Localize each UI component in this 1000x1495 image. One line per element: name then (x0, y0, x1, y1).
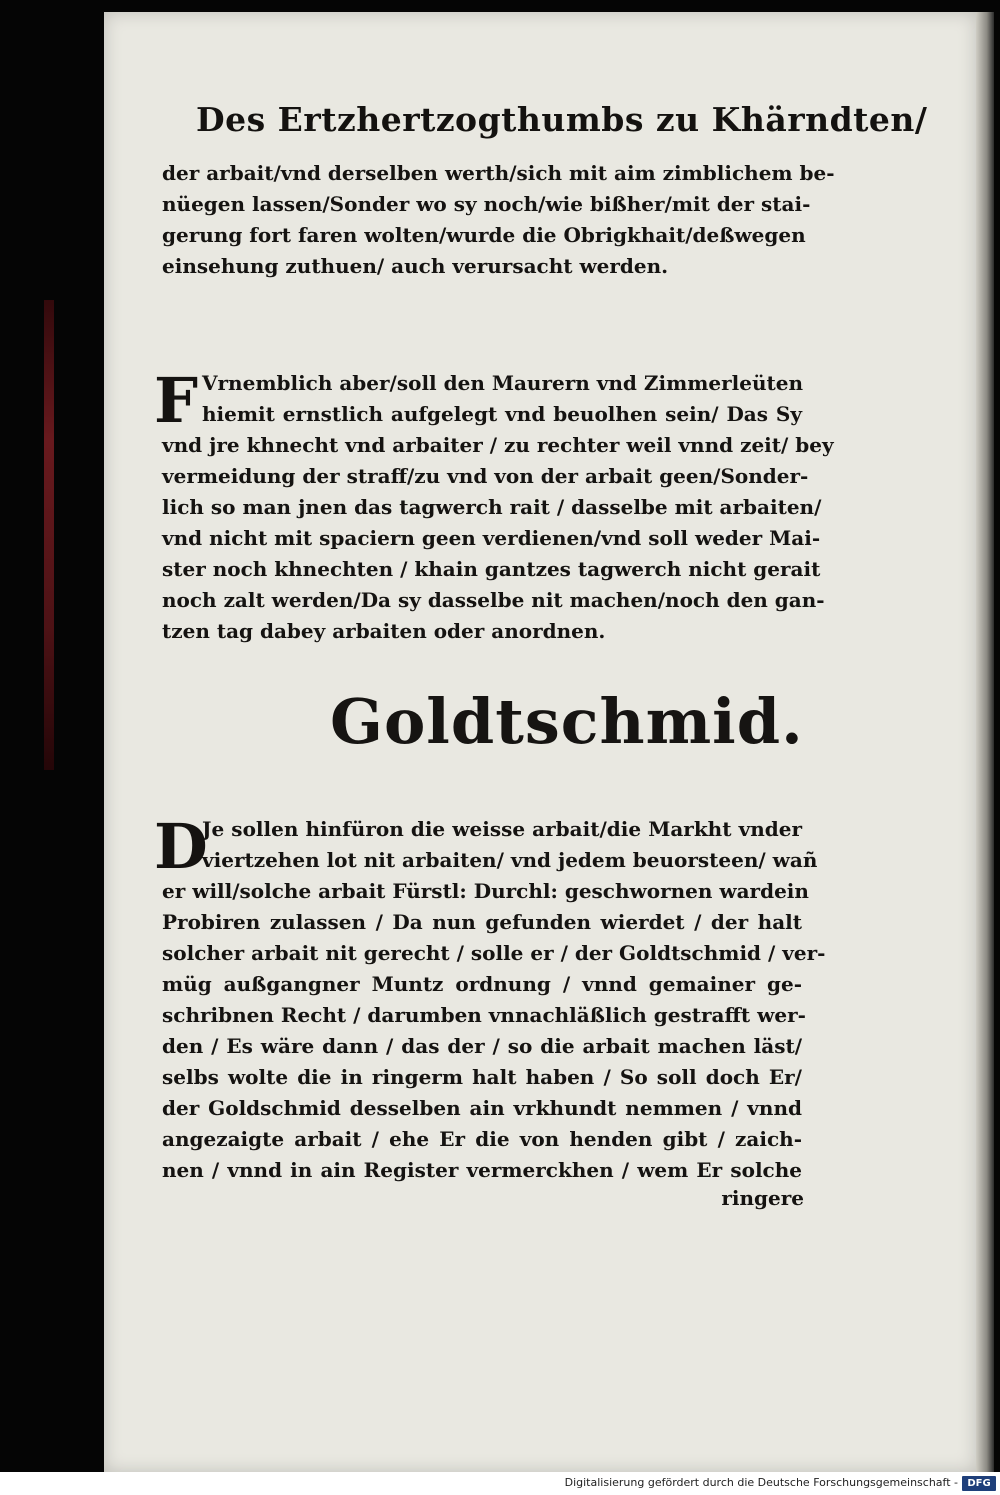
text-line: gerung fort faren wolten/wurde die Obrigkhait/deßwegen (162, 223, 806, 247)
paragraph-3 (154, 810, 826, 1186)
page-edge-shadow (976, 12, 994, 1472)
text-line: vnd nicht mit spaciern geen verdienen/vnd soll weder Mai- (162, 526, 821, 550)
text-line: noch zalt werden/Da sy dasselbe nit machen/noch den gan- (162, 588, 825, 612)
text-line: nen / vnnd in ain Register vermerckhen / wem Er solche (162, 1158, 802, 1182)
text-line: solcher arbait nit gerecht / solle er / der Goldtschmid / ver- (162, 941, 826, 965)
text-line: der arbait/vnd derselben werth/sich mit aim zimblichem be- (162, 161, 835, 185)
paragraph-1 (162, 158, 835, 282)
text-line: viertzehen lot nit arbaiten/ vnd jedem beuorsteen/ wañ (202, 848, 818, 872)
text-line: Vrnemblich aber/soll den Maurern vnd Zimmerleüten (202, 371, 804, 395)
text-line: nüegen lassen/Sonder wo sy noch/wie bißher/mit der stai- (162, 192, 811, 216)
text-line: der Goldschmid desselben ain vrkhundt nemmen / vnnd (162, 1096, 802, 1120)
paragraph-2 (154, 364, 834, 647)
text-line: einsehung zuthuen/ auch verursacht werden. (162, 254, 669, 278)
running-head: Des Ertzhertzogthumbs zu Khärndten/ (196, 100, 928, 139)
text-line: selbs wolte die in ringerm halt haben / So soll doch Er/ (162, 1065, 802, 1089)
binding-edge (44, 300, 54, 770)
text-line: tzen tag dabey arbaiten oder anordnen. (162, 619, 606, 643)
dfg-logo: DFG (962, 1476, 996, 1491)
text-line: schribnen Recht / darumben vnnachläßlich gestrafft wer- (162, 1003, 806, 1027)
catchword: ringere (721, 1186, 804, 1210)
text-line: lich so man jnen das tagwerch rait / dasselbe mit arbaiten/ (162, 495, 822, 519)
drop-capital: F (154, 364, 199, 437)
text-line: er will/solche arbait Fürstl: Durchl: geschwornen wardein (162, 879, 809, 903)
text-line: vnd jre khnecht vnd arbaiter / zu rechter weil vnnd zeit/ bey (162, 433, 834, 457)
text-line: angezaigte arbait / ehe Er die von henden gibt / zaich- (162, 1127, 802, 1151)
section-heading: Goldtschmid. (330, 685, 804, 758)
text-line: Je sollen hinfüron die weisse arbait/die Markht vnder (202, 817, 802, 841)
text-line: müg außgangner Muntz ordnung / vnnd gemainer ge- (162, 972, 802, 996)
text-line: ster noch khnechten / khain gantzes tagwerch nicht gerait (162, 557, 821, 581)
drop-capital: D (154, 810, 208, 883)
text-line: den / Es wäre dann / das der / so die arbait machen läst/ (162, 1034, 802, 1058)
text-line: Probiren zulassen / Da nun gefunden wierdet / der halt (162, 910, 802, 934)
text-line: vermeidung der straff/zu vnd von der arbait geen/Sonder- (162, 464, 809, 488)
text-line: hiemit ernstlich aufgelegt vnd beuolhen sein/ Das Sy (202, 402, 802, 426)
footer-bar (0, 1472, 1000, 1495)
digitization-credit: Digitalisierung gefördert durch die Deutsche Forschungsgemeinschaft - (564, 1476, 958, 1489)
